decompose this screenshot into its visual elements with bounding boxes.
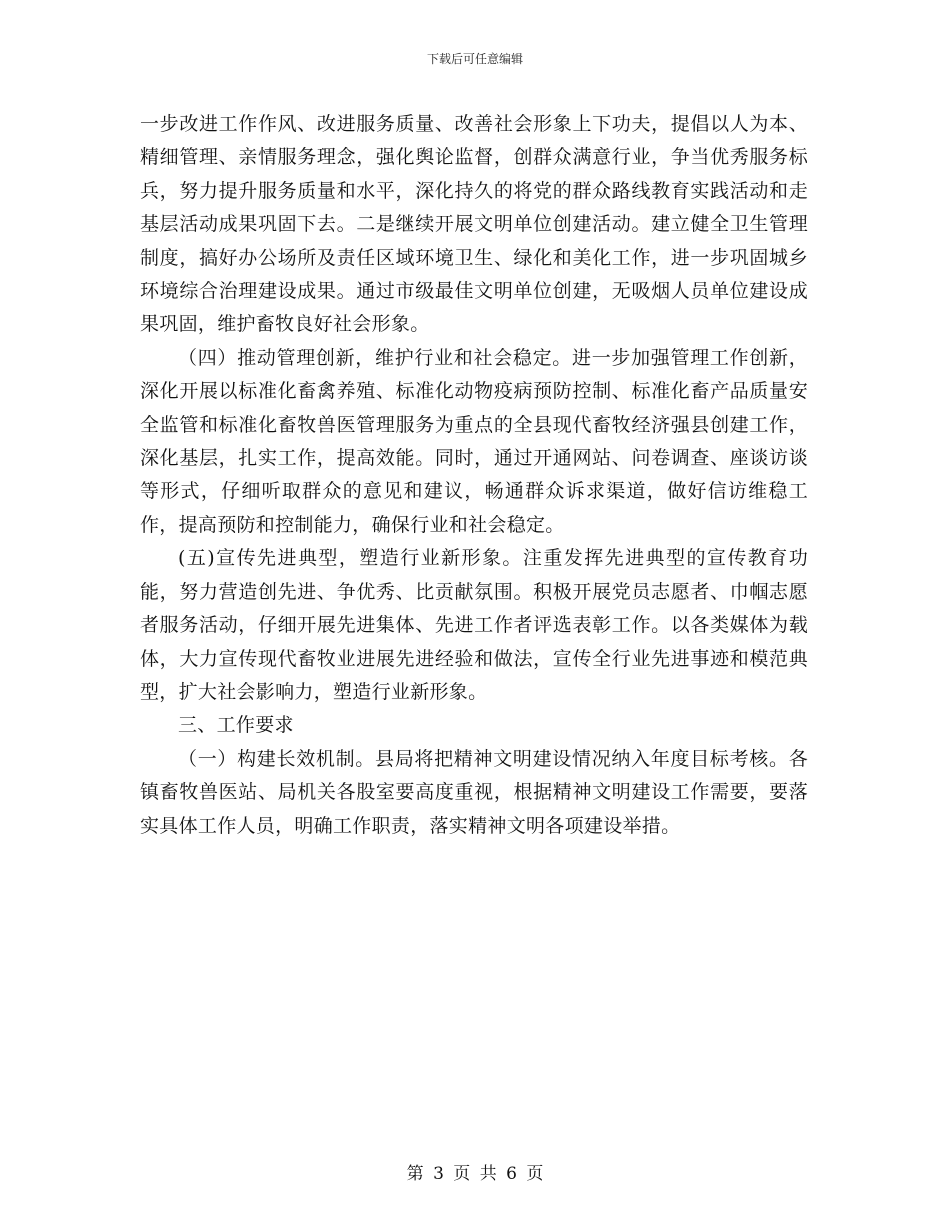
page-footer: 第 3 页 共 6 页 — [406, 1164, 544, 1184]
document-body — [140, 108, 808, 843]
paragraph-1: 一步改进工作作风、改进服务质量、改善社会形象上下功夫，提倡以人为本、精细管理、亲情服务理念，强化舆论监督，创群众满意行业，争当优秀服务标兵，努力提升服务质量和水平，深化持久的将党的群众路线教育实践活动和走基层活动成果巩固下去。二是继续开展文明单位创建活动。建立健全卫生管理制度，搞好办公场所及责任区域环境卫生、绿化和美化工作，进一步巩固城乡环境综合治理建设成果。通过市级最佳文明单位创建，无吸烟人员单位建设成果巩固，维护畜牧良好社会形象。 — [140, 113, 808, 336]
paragraph-3: (五)宣传先进典型，塑造行业新形象。注重发挥先进典型的宣传教育功能，努力营造创先进、争优秀、比贡献氛围。积极开展党员志愿者、巾帼志愿者服务活动，仔细开展先进集体、先进工作者评选表彰工作。以各类媒体为载体，大力宣传现代畜牧业进展先进经验和做法，宣传全行业先进事迹和模范典型，扩大社会影响力，塑造行业新形象。 — [140, 547, 808, 703]
section-heading: 三、工作要求 — [178, 714, 294, 737]
paragraph-2: （四）推动管理创新，维护行业和社会稳定。进一步加强管理工作创新，深化开展以标准化畜禽养殖、标准化动物疫病预防控制、标准化畜产品质量安全监管和标准化畜牧兽医管理服务为重点的全县现代畜牧经济强县创建工作，深化基层，扎实工作，提高效能。同时，通过开通网站、问卷调查、座谈访谈等形式，仔细听取群众的意见和建议，畅通群众诉求渠道，做好信访维稳工作，提高预防和控制能力，确保行业和社会稳定。 — [140, 346, 808, 536]
paragraph-4: （一）构建长效机制。县局将把精神文明建设情况纳入年度目标考核。各镇畜牧兽医站、局机关各股室要高度重视，根据精神文明建设工作需要，要落实具体工作人员，明确工作职责，落实精神文明各项建设举措。 — [140, 747, 808, 837]
page-header: 下载后可任意编辑 — [426, 52, 523, 66]
